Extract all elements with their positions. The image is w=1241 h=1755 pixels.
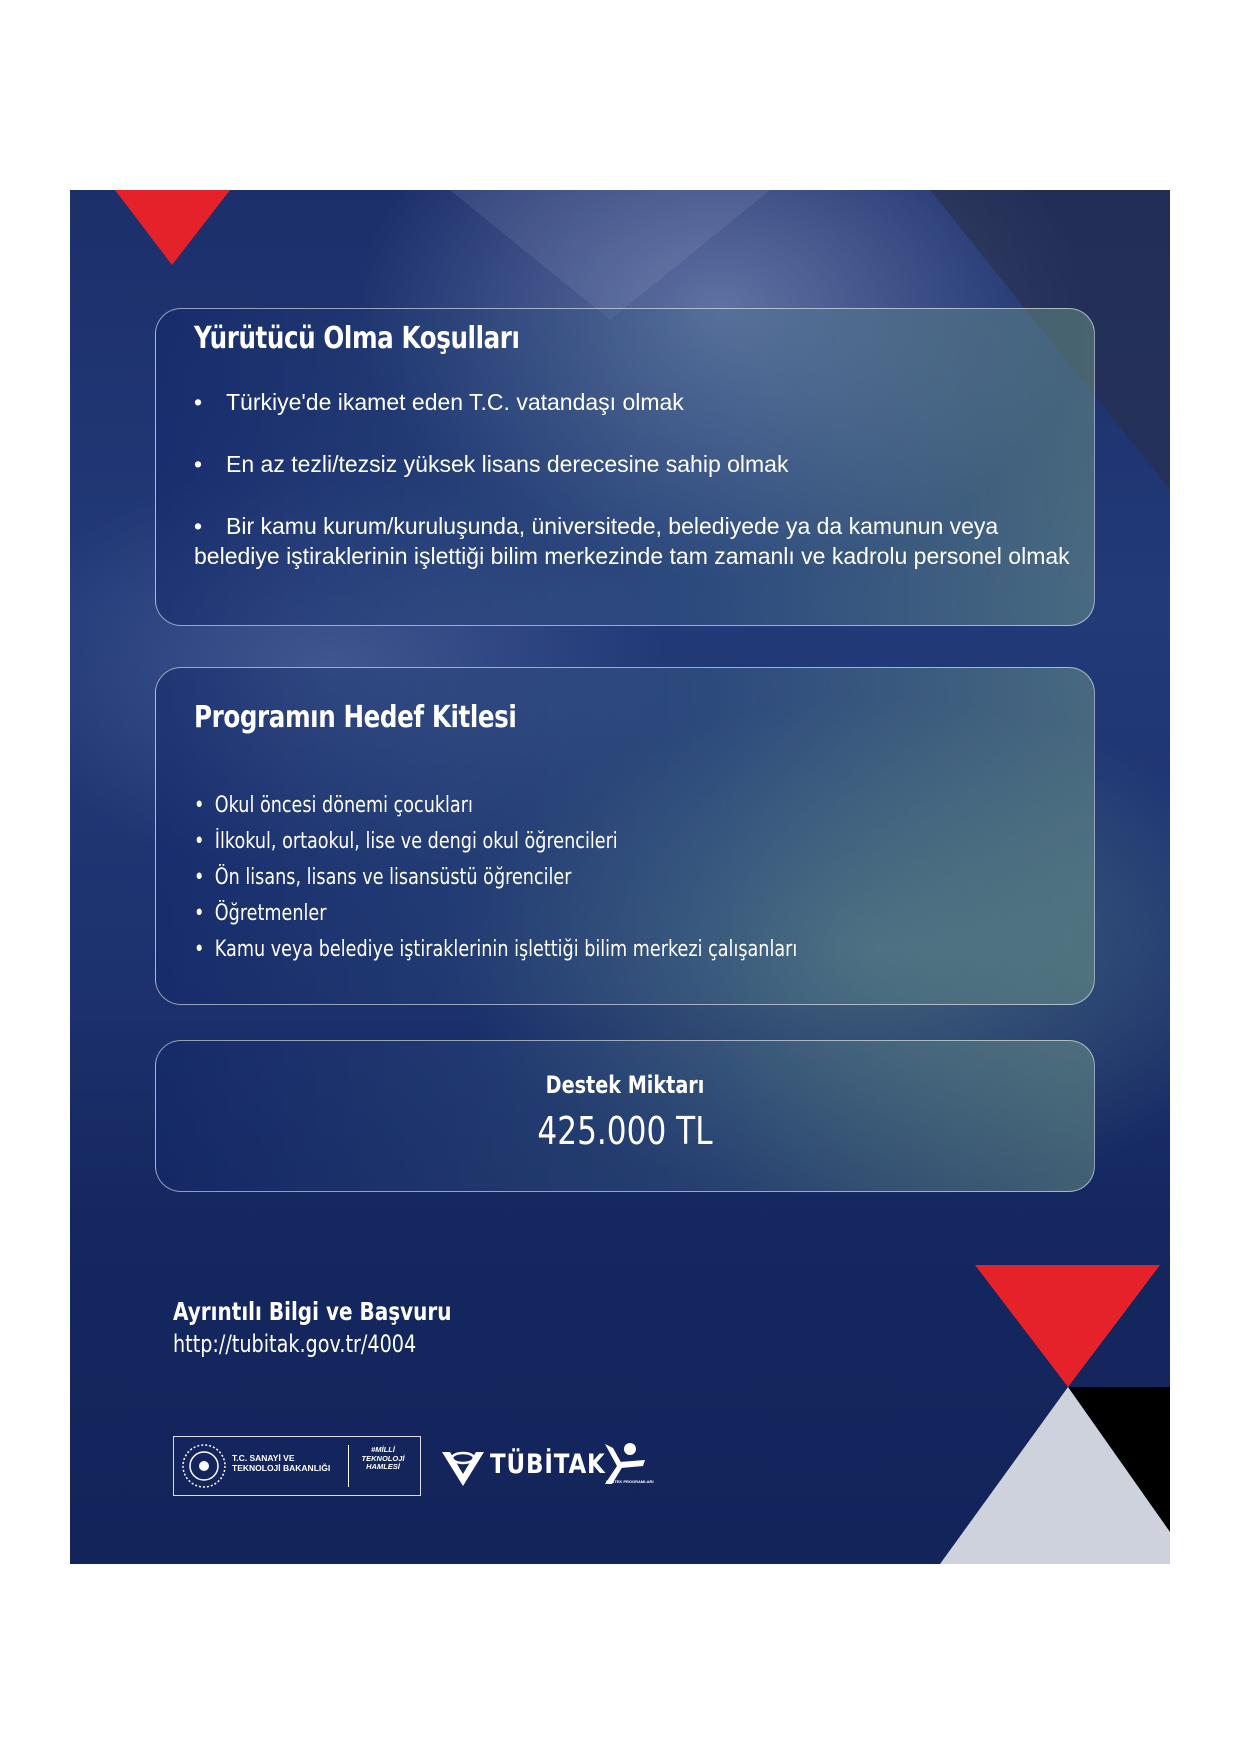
logo-divider	[348, 1445, 349, 1487]
list-item: • Ön lisans, lisans ve lisansüstü öğrenciler	[194, 860, 797, 896]
list-item: • Bir kamu kurum/kuruluşunda, üniversitede, belediyede ya da kamunun veya belediye iştiraklerinin işlettiği bilim merkezinde tam zamanlı ve kadrolu personel olmak	[194, 513, 1070, 569]
bullet-icon: •	[194, 451, 203, 477]
bullet-icon: •	[194, 901, 205, 926]
list-item: • İlkokul, ortaokul, lise ve dengi okul öğrencileri	[194, 824, 797, 860]
bullet-icon: •	[194, 865, 205, 890]
ministry-name: T.C. SANAYİ VE TEKNOLOJİ BAKANLIĞI	[232, 1453, 331, 1473]
ministry-emblem-icon	[178, 1437, 238, 1495]
top-red-triangle	[115, 190, 230, 265]
list-item: • Türkiye'de ikamet eden T.C. vatandaşı olmak	[194, 389, 684, 415]
list-item: • En az tezli/tezsiz yüksek lisans derecesine sahip olmak	[194, 451, 789, 477]
top-light-shape	[450, 190, 770, 320]
conditions-list	[194, 387, 1074, 603]
list-item: • Öğretmenler	[194, 896, 797, 932]
bullet-icon: •	[194, 937, 205, 962]
list-item: • Okul öncesi dönemi çocukları	[194, 788, 797, 824]
target-audience-title: Programın Hedef Kitlesi	[194, 700, 517, 735]
poster	[70, 190, 1170, 1564]
target-audience-list	[194, 788, 948, 968]
info-title: Ayrıntılı Bilgi ve Başvuru	[173, 1297, 452, 1326]
list-item: • Kamu veya belediye iştiraklerinin işlettiği bilim merkezi çalışanları	[194, 932, 797, 968]
conditions-title: Yürütücü Olma Koşulları	[194, 321, 520, 356]
bullet-icon: •	[194, 829, 205, 854]
support-amount-card	[155, 1040, 1095, 1192]
bottom-red-triangle	[975, 1265, 1160, 1387]
conditions-card	[155, 308, 1095, 626]
target-audience-card	[155, 667, 1095, 1005]
bullet-icon: •	[194, 389, 203, 415]
bullet-icon: •	[194, 793, 205, 818]
destek-logo-text: DESTEK PROGRAMLARI	[606, 1479, 654, 1484]
info-url-link[interactable]: http://tubitak.gov.tr/4004	[173, 1330, 417, 1358]
tubitak-logo-icon	[440, 1444, 486, 1490]
milli-teknoloji-logo: #MİLLİ TEKNOLOJİ HAMLESİ	[361, 1445, 405, 1471]
ministry-logo	[173, 1436, 421, 1496]
tubitak-logo-text: TÜBİTAK	[490, 1449, 606, 1480]
support-amount-label: Destek Miktarı	[545, 1071, 705, 1099]
bullet-icon: •	[194, 513, 203, 539]
support-amount-value: 425.000 TL	[537, 1109, 713, 1153]
